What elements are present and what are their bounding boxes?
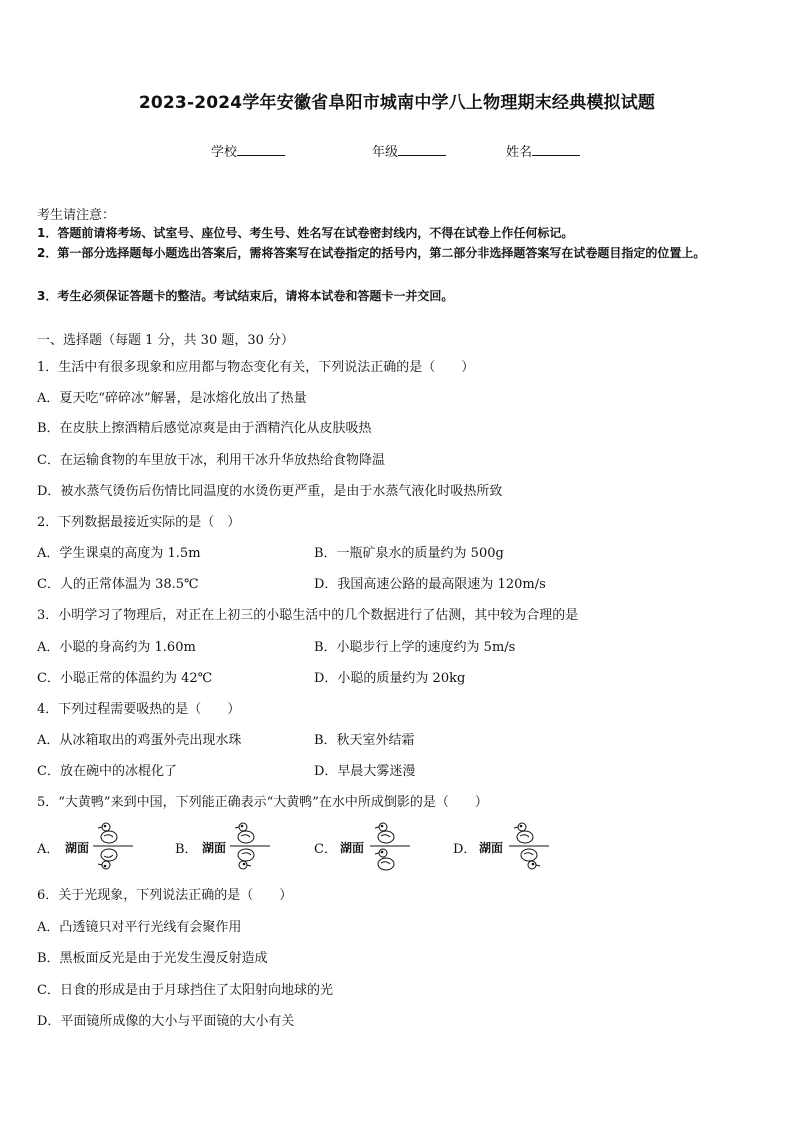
question-stem: 6．关于光现象，下列说法正确的是（ ） — [37, 888, 293, 903]
option: C．日食的形成是由于月球挡住了太阳射向地球的光 — [37, 983, 333, 998]
option: C．人的正常体温为 38.5℃ — [37, 577, 199, 592]
option-a-figure — [37, 820, 147, 876]
option: B．在皮肤上擦酒精后感觉凉爽是由于酒精汽化从皮肤吸热 — [37, 421, 372, 436]
option-letter: A． — [37, 842, 60, 857]
question-stem: 5．“大黄鸭”来到中国，下列能正确表示“大黄鸭”在水中所成倒影的是（ ） — [37, 795, 488, 810]
notice-item: 3．考生必须保证答题卡的整洁。考试结束后，请将本试卷和答题卡一并交回。 — [37, 289, 454, 303]
duck-reflection-figure — [93, 820, 133, 876]
option: B．一瓶矿泉水的质量约为 500g — [314, 546, 504, 561]
option: B．黑板面反光是由于光发生漫反射造成 — [37, 951, 268, 966]
question-stem: 4．下列过程需要吸热的是（ ） — [37, 702, 241, 717]
school-blank — [237, 143, 285, 156]
option: C．小聪正常的体温约为 42℃ — [37, 671, 213, 686]
option: D．早晨大雾迷漫 — [314, 764, 416, 779]
option-d-figure — [453, 820, 563, 876]
option: A．小聪的身高约为 1.60m — [37, 640, 196, 655]
option-letter: B． — [175, 842, 198, 857]
duck-reflection-figure — [509, 820, 549, 876]
option: D．被水蒸气烫伤后伤情比同温度的水烫伤更严重，是由于水蒸气液化时吸热所致 — [37, 484, 503, 499]
lake-surface-label: 湖面 — [65, 841, 90, 855]
section-title: 一、选择题（每题 1 分，共 30 题，30 分） — [37, 333, 295, 348]
option-c-figure — [314, 820, 424, 876]
name-field — [506, 141, 580, 160]
option-letter: D． — [453, 842, 477, 857]
option-letter: C． — [314, 842, 337, 857]
name-blank — [532, 143, 580, 156]
notice-item: 1．答题前请将考场、试室号、座位号、考生号、姓名写在试卷密封线内，不得在试卷上作任何标记。 — [37, 226, 574, 240]
notice-heading: 考生请注意： — [37, 208, 116, 223]
option-b-figure — [175, 820, 285, 876]
school-label: 学校 — [211, 145, 238, 160]
option: B．小聪步行上学的速度约为 5m/s — [314, 640, 516, 655]
name-label: 姓名 — [506, 145, 533, 160]
grade-label: 年级 — [372, 145, 399, 160]
question-stem: 3．小明学习了物理后，对正在上初三的小聪生活中的几个数据进行了估测，其中较为合理的是 — [37, 608, 579, 623]
lake-surface-label: 湖面 — [202, 841, 227, 855]
option: D．平面镜所成像的大小与平面镜的大小有关 — [37, 1014, 295, 1029]
question-stem: 1．生活中有很多现象和应用都与物态变化有关，下列说法正确的是（ ） — [37, 360, 475, 375]
duck-reflection-figure — [230, 820, 270, 876]
grade-field — [372, 141, 446, 160]
exam-title: 2023-2024学年安徽省阜阳市城南中学八上物理期末经典模拟试题 — [138, 93, 656, 113]
duck-reflection-figure — [370, 820, 410, 876]
lake-surface-label: 湖面 — [479, 841, 504, 855]
option: C．在运输食物的车里放干冰，利用干冰升华放热给食物降温 — [37, 453, 385, 468]
option: B．秋天室外结霜 — [314, 733, 415, 748]
lake-surface-label: 湖面 — [340, 841, 365, 855]
option: D．我国高速公路的最高限速为 120m/s — [314, 577, 546, 592]
grade-blank — [398, 143, 446, 156]
option: C．放在碗中的冰棍化了 — [37, 764, 177, 779]
notice-item: 2．第一部分选择题每小题选出答案后，需将答案写在试卷指定的括号内，第二部分非选择题答案写在试卷题目指定的位置上。 — [37, 246, 706, 260]
option: A．凸透镜只对平行光线有会聚作用 — [37, 920, 242, 935]
option: D．小聪的质量约为 20kg — [314, 671, 466, 686]
option: A．学生课桌的高度为 1.5m — [37, 546, 201, 561]
question-stem: 2．下列数据最接近实际的是（ ） — [37, 515, 241, 530]
option: A．夏天吃“碎碎冰”解暑，是冰熔化放出了热量 — [37, 391, 307, 406]
option: A．从冰箱取出的鸡蛋外壳出现水珠 — [37, 733, 242, 748]
school-field — [211, 141, 285, 160]
